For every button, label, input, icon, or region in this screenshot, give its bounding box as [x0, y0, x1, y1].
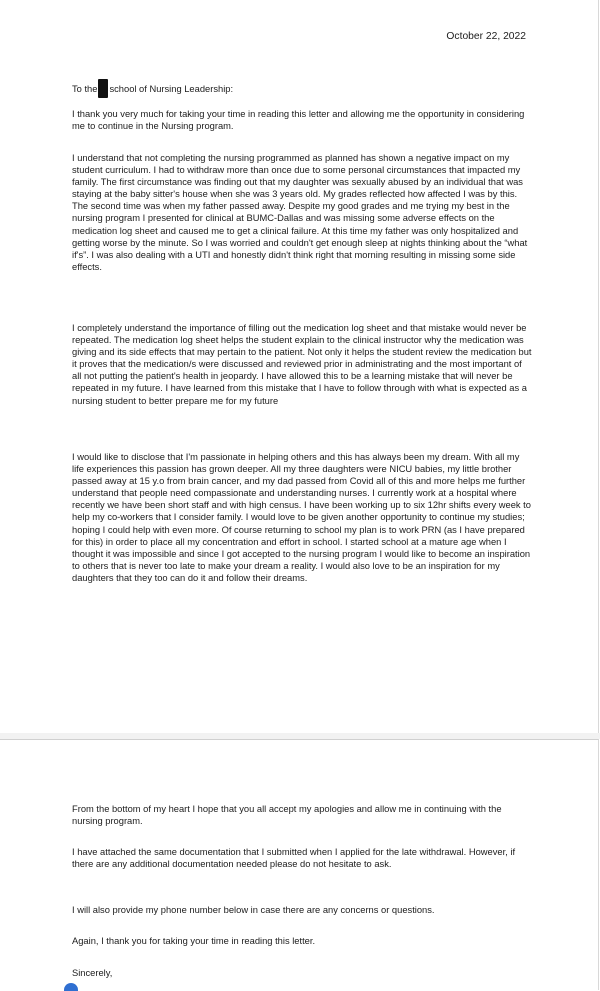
paragraph-text: I would like to disclose that I'm passionate in helping others and this has always been my dream. With all my life experiences this passion has grown deeper. All my three daughters were NICU babies, my little brother passed away at 15 y.o from brain cancer, and my dad passed from Covid all of this and more helps me further understand that people need compassionate and understanding nurses. I currently work at a hospital where recently we have been short staff and with high census. I have been working up to six 12hr shifts every week to help my co-workers that I consider family. I would love to be given another opportunity to continue my studies; hoping I could help with even more. Of course returning to school my plan is to work PRN (as I have prepared for this) in order to place all my concentration and effort in school. I started school at a mature age when I thought it was impossible and since I got accepted to the nursing program I would like to become an inspiration to others that is never too late to make your dream a reality. I would also love to be an inspiration for my daughters that they too can do it and follow their dreams.: [72, 452, 531, 583]
salutation: [72, 79, 532, 98]
redaction-mark: [98, 79, 108, 98]
letter-page-2: [0, 739, 599, 990]
body-paragraph-4: [72, 451, 532, 584]
paragraph-text: I thank you very much for taking your time in reading this letter and allowing me the opportunity in considering me to continue in the Nursing program.: [72, 109, 525, 132]
body-paragraph-2: [72, 152, 532, 273]
body-paragraph-1: [72, 108, 532, 132]
closing-paragraph-3: [72, 904, 532, 916]
body-paragraph-3: [72, 322, 532, 407]
closing-paragraph-2: [72, 846, 532, 870]
closing-paragraph-1: [72, 803, 532, 827]
closing-signoff: Sincerely,: [72, 968, 113, 978]
paragraph-text: Again, I thank you for taking your time in reading this letter.: [72, 936, 316, 946]
salutation-prefix: To the: [72, 84, 98, 94]
paragraph-text: The second time was when my father passed away. Despite my good grades and me trying my best in the nursing program I presented for clinical at BUMC-Dallas and was missing some adverse effects on the medication log sheet and caused me to get a clinical failure. At this time my father was only hospitalized and getting worse by the minute. So I was worried and couldn't get enough sleep at nights thinking about the “what if's”. I was also dealing with a UTI and honestly didn't think right that morning resulting in missing some side effects.: [72, 201, 528, 272]
paragraph-text: I understand that not completing the nursing programmed as planned has shown a negative impact on my student curriculum. I had to withdraw more than once due to some personal circumstances that impacted my family. The first circumstance was finding out that my daughter was sexually abused by an individual that was staying at the baby sitter's house when she was 3 years old. My grades reflected how affected I was by this.: [72, 153, 523, 200]
letter-date: October 22, 2022: [446, 31, 526, 42]
paragraph-text: I have attached the same documentation that I submitted when I applied for the late withdrawal. However, if there are any additional documentation needed please do not hesitate to ask.: [72, 847, 516, 870]
paragraph-text: From the bottom of my heart I hope that you all accept my apologies and allow me in continuing with the nursing program.: [72, 804, 502, 827]
salutation-suffix: school of Nursing Leadership:: [109, 84, 234, 94]
paragraph-text: I will also provide my phone number below in case there are any concerns or questions.: [72, 905, 435, 915]
paragraph-text: I completely understand the importance of filling out the medication log sheet and that mistake would never be repeated. The medication log sheet helps the student explain to the clinical instructor why the medication was giving and its side effects that may pertain to the patient. Not only it helps the student review the medication but it proves that the medication/s were discussed and reviewed prior in administrating and the most important of all not putting the patient's health in jeopardy. I have allowed this to be a learning mistake that will never be repeated in my future. I have learned from this mistake that I have to follow through with what is expected as a nursing student to better prepare me for my future: [72, 323, 532, 406]
closing-paragraph-4: [72, 935, 532, 947]
signature-mark: [64, 983, 78, 991]
